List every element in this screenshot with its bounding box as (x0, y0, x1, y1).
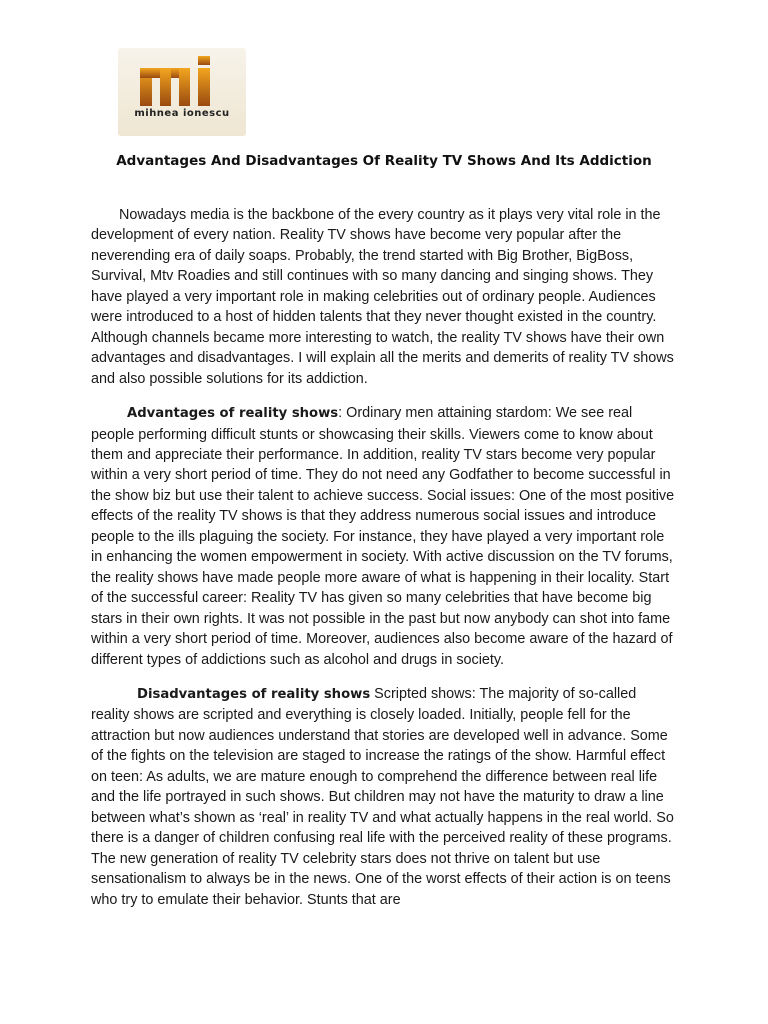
paragraph-advantages (91, 403, 676, 670)
logo-text: mihnea ionescu (134, 108, 230, 119)
paragraph-intro (91, 205, 676, 389)
paragraph-advantages-text: : Ordinary men attaining stardom: We see real people performing difficult stunts or showcasing their skills. Viewers come to know about them and appreciate their performance. In addition, reality TV stars become very popular within a very short period of time. They do not need any Godfather to become successful in the show biz but use their talent to achieve success. Social issues: One of the most positive effects of the reality TV shows is that they address numerous social issues and introduce people to the ills plaguing the society. For instance, they have played a very important role in enhancing the women empowerment in society. With active discussion on the TV forums, the reality shows have made people more aware of what is happening in their locality. Start of the successful career: Reality TV has given so many celebrities that have become big stars in their own rights. It was not possible in the past but now anybody can shot into fame within a very short period of time. Moreover, audiences also become aware of the hazard of different types of addictions such as alcohol and drugs in society. (91, 405, 675, 668)
paragraph-disadvantages-text: Scripted shows: The majority of so-called reality shows are scripted and everything is closely loaded. Initially, people fell for the attraction but now audiences understand that stories are developed well in advance. Some of the fights on the television are staged to increase the ratings of the show. Harmful effect on teen: As adults, we are mature enough to comprehend the difference between real life and the life portrayed in such shows. But children may not have the maturity to draw a line between what’s shown as ‘real’ in reality TV and what actually happens in the real world. So there is a danger of children confusing real life with the perceived reality of these programs. The new generation of reality TV celebrity stars does not thrive on talent but use sensationalism to always be in the news. One of the worst effects of their action is on teens who try to emulate their behavior. Stunts that are (91, 685, 674, 908)
author-logo (118, 48, 246, 136)
paragraph-disadvantages (91, 684, 676, 910)
document-title: Advantages And Disadvantages Of Reality TV Shows And Its Addiction (116, 153, 652, 169)
disadvantages-heading: Disadvantages of reality shows (137, 686, 371, 702)
mi-logo-mark-icon (136, 54, 228, 108)
paragraph-intro-text: Nowadays media is the backbone of the every country as it plays very vital role in the development of every nation. Reality TV shows have become very popular after the neverending era of daily soaps. Probably, the trend started with Big Brother, BigBoss, Survival, Mtv Roadies and still continues with so many dancing and singing shows. They have played a very important role in making celebrities out of ordinary people. Audiences were introduced to a host of hidden talents that they never thought existed in the country. Although channels became more interesting to watch, the reality TV shows have their own advantages and disadvantages. I will explain all the merits and demerits of reality TV shows and also possible solutions for its addiction. (91, 207, 674, 387)
document-body (91, 205, 676, 924)
advantages-heading: Advantages of reality shows (127, 406, 339, 422)
